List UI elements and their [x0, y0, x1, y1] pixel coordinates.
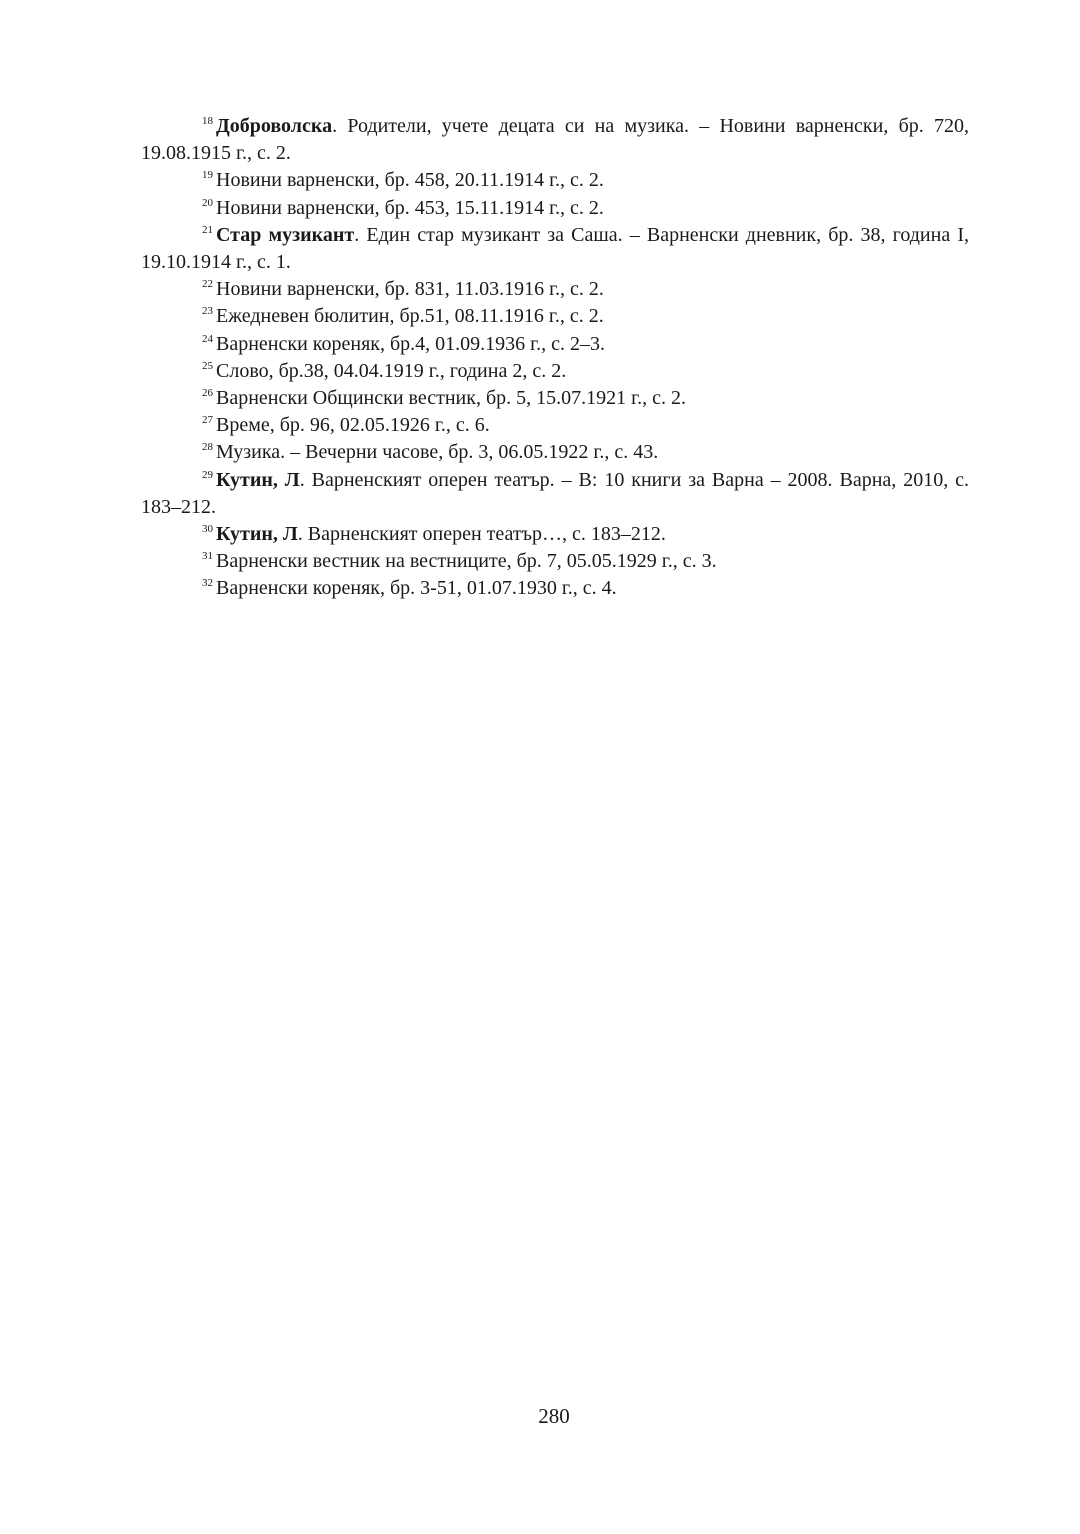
footnote-number: 18: [202, 115, 213, 127]
footnote-31: [141, 548, 969, 575]
footnote-number: 20: [202, 196, 213, 209]
footnote-number: 25: [202, 359, 213, 372]
footnote-author: Кутин, Л: [216, 468, 300, 491]
footnote-author: Кутин, Л: [216, 523, 298, 546]
footnote-25: [141, 358, 969, 385]
footnote-number: 24: [202, 332, 213, 345]
footnote-27: [141, 412, 969, 439]
footnote-text: Варненски вестник на вестниците, бр. 7, 05.05.1929 г., с. 3.: [216, 550, 717, 573]
footnote-number: 21: [202, 223, 213, 236]
footnote-20: [141, 195, 969, 222]
footnote-24: [141, 331, 969, 358]
footnote-text: . Варненският оперен театър…, с. 183–212.: [297, 523, 666, 546]
footnote-29: [141, 467, 969, 521]
footnote-text: Новини варненски, бр. 453, 15.11.1914 г., с. 2.: [216, 196, 604, 219]
footnote-23: [141, 303, 969, 330]
footnote-22: [141, 276, 969, 303]
footnote-text: Варненски Общински вестник, бр. 5, 15.07.1921 г., с. 2.: [216, 387, 686, 410]
footnote-number: 29: [202, 468, 213, 481]
footnote-number: 28: [202, 441, 213, 454]
footnote-number: 30: [202, 523, 213, 536]
footnote-text: Ежедневен бюлитин, бр.51, 08.11.1916 г., с. 2.: [216, 305, 604, 328]
footnote-text: Варненски кореняк, бр.4, 01.09.1936 г., с. 2–3.: [216, 332, 605, 355]
footnote-text: . Един стар музикант за Саша. – Варненски дневник, бр. 38, година I, 19.10.1914 г., с. 1.: [141, 223, 969, 274]
footnote-text: Новини варненски, бр. 458, 20.11.1914 г., с. 2.: [216, 169, 604, 192]
footnote-text: Време, бр. 96, 02.05.1926 г., с. 6.: [216, 414, 490, 437]
footnote-number: 23: [202, 305, 213, 318]
footnotes-list: [141, 113, 969, 603]
footnote-text: . Родители, учете децата си на музика. – Новини варненски, бр. 720, 19.08.1915 г., с. 2.: [141, 115, 969, 165]
footnote-text: Слово, бр.38, 04.04.1919 г., година 2, с. 2.: [216, 359, 567, 382]
footnote-19: [141, 167, 969, 194]
page-number: 280: [538, 1404, 570, 1428]
footnote-number: 31: [202, 550, 213, 563]
footnote-number: 27: [202, 414, 213, 427]
footnote-28: [141, 439, 969, 466]
footnote-30: [141, 521, 969, 548]
footnote-number: 19: [202, 169, 213, 182]
footnote-number: 32: [202, 577, 213, 590]
footnote-number: 22: [202, 278, 213, 291]
footnote-author: Стар музикант: [216, 223, 355, 246]
footnote-21: [141, 222, 969, 276]
footnote-text: . Варненският оперен театър. – В: 10 книги за Варна – 2008. Варна, 2010, с. 183–212.: [141, 468, 969, 518]
footnote-26: [141, 385, 969, 412]
footnote-text: Новини варненски, бр. 831, 11.03.1916 г., с. 2.: [216, 278, 604, 301]
footnote-18: [141, 113, 969, 167]
footnote-number: 26: [202, 387, 213, 400]
footnote-32: [141, 575, 969, 602]
footnote-author: Доброволска: [216, 115, 333, 137]
footnote-text: Музика. – Вечерни часове, бр. 3, 06.05.1922 г., с. 43.: [216, 441, 659, 464]
footnote-text: Варненски кореняк, бр. 3-51, 01.07.1930 г., с. 4.: [216, 577, 617, 600]
